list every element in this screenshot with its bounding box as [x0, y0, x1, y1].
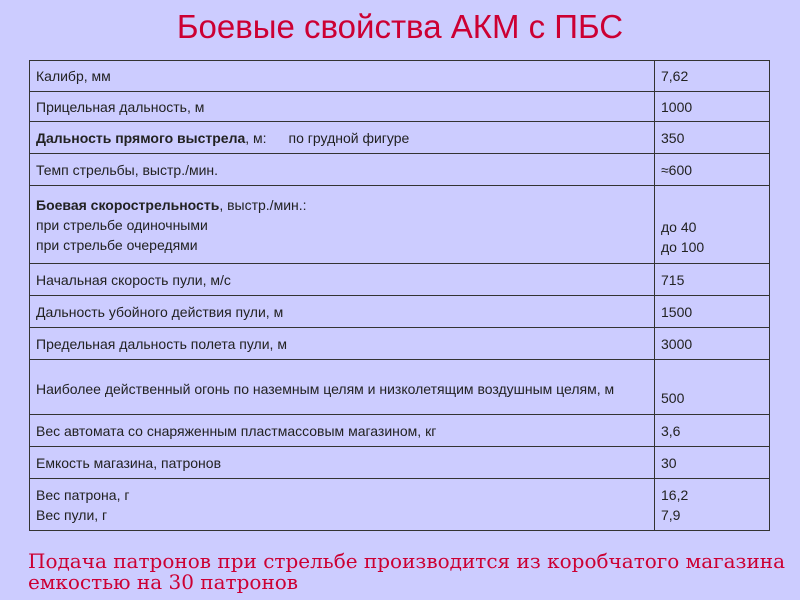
row-value: ≈600 — [655, 154, 770, 186]
footer-note: Подача патронов при стрельбе производится из коробчатого магазина емкостью на 30 патронов — [28, 549, 786, 594]
row-value — [655, 186, 770, 264]
row-label-rest: , выстр./мин.: — [219, 196, 307, 213]
table-row — [30, 122, 770, 154]
row-sub-value: 7,9 — [661, 506, 681, 523]
row-value: 3,6 — [655, 415, 770, 447]
row-label — [30, 122, 655, 154]
table-row — [30, 264, 770, 296]
row-label: Прицельная дальность, м — [30, 92, 655, 122]
row-label — [30, 186, 655, 264]
row-label: Темп стрельбы, выстр./мин. — [30, 154, 655, 186]
row-value: 1000 — [655, 92, 770, 122]
table-row — [30, 154, 770, 186]
table-row — [30, 415, 770, 447]
row-label-bold: Боевая скорострельность — [36, 196, 220, 213]
table-row — [30, 447, 770, 479]
row-label — [30, 479, 655, 531]
row-label-extra: по грудной фигуре — [288, 129, 410, 146]
page-title: Боевые свойства АКМ с ПБС — [176, 8, 624, 45]
row-value — [655, 479, 770, 531]
row-label: Дальность убойного действия пули, м — [30, 296, 655, 328]
row-sub-value: до 100 — [661, 239, 705, 255]
table-row — [30, 186, 770, 264]
row-sub-label: Вес пули, г — [36, 506, 108, 523]
row-value: 715 — [655, 264, 770, 296]
row-value: 500 — [655, 360, 770, 415]
row-sub-value: 16,2 — [661, 486, 689, 503]
row-sub-value: до 40 — [661, 219, 697, 235]
row-label: Предельная дальность полета пули, м — [30, 328, 655, 360]
table-row — [30, 296, 770, 328]
row-sub-label: при стрельбе одиночными — [36, 216, 208, 233]
row-value: 350 — [655, 122, 770, 154]
row-sub-label: при стрельбе очередями — [36, 236, 198, 253]
row-value: 1500 — [655, 296, 770, 328]
row-value: 3000 — [655, 328, 770, 360]
table-row — [30, 479, 770, 531]
row-value: 7,62 — [655, 61, 770, 92]
specs-table — [29, 60, 770, 531]
table-row — [30, 92, 770, 122]
table-row — [30, 328, 770, 360]
row-label: Начальная скорость пули, м/с — [30, 264, 655, 296]
table-row — [30, 61, 770, 92]
row-label: Наиболее действенный огонь по наземным целям и низколетящим воздушным целям, м — [30, 360, 655, 415]
row-value: 30 — [655, 447, 770, 479]
row-label: Емкость магазина, патронов — [30, 447, 655, 479]
row-label-rest: , м: — [245, 129, 267, 146]
row-sub-label: Вес патрона, г — [36, 486, 130, 503]
row-label: Калибр, мм — [30, 61, 655, 92]
row-label: Вес автомата со снаряженным пластмассовым магазином, кг — [30, 415, 655, 447]
table-row — [30, 360, 770, 415]
row-label-bold: Дальность прямого выстрела — [36, 129, 246, 146]
